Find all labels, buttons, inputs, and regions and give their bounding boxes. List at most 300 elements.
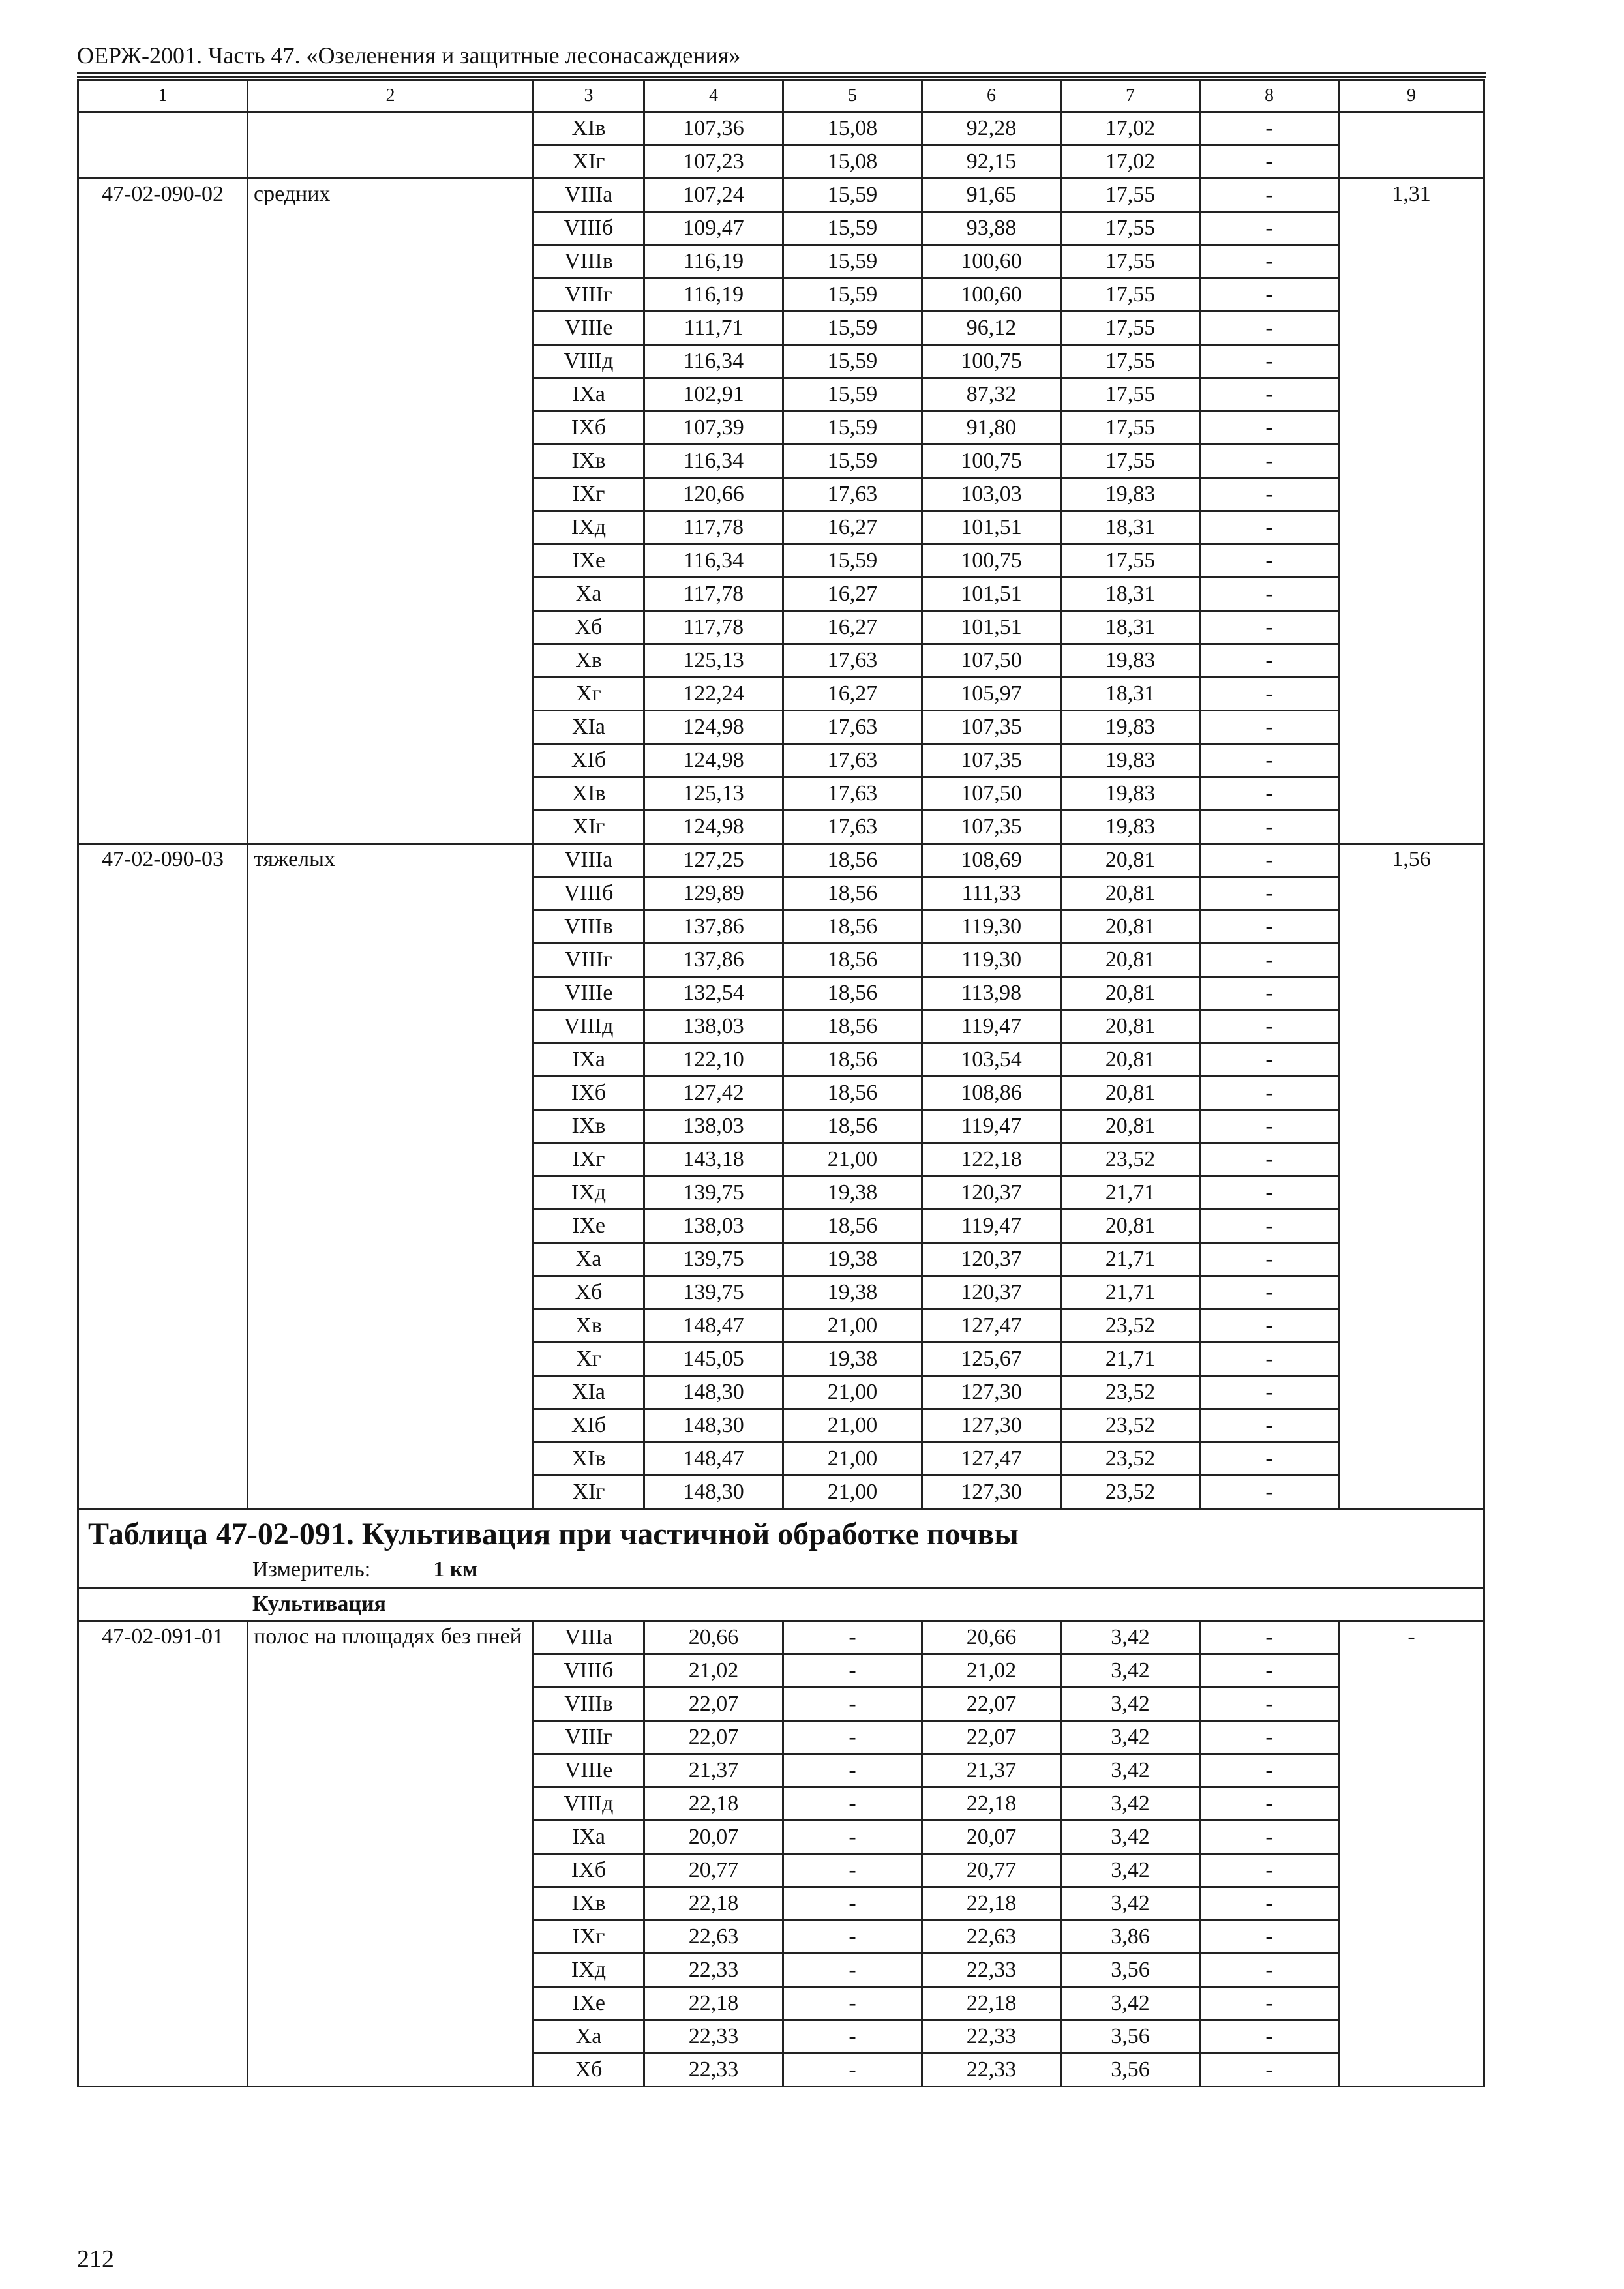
operator-wage: 21,71 — [1061, 1276, 1200, 1309]
total-cost: 139,75 — [644, 1176, 783, 1210]
labor-cost: 15,59 — [783, 445, 922, 478]
column-number: 9 — [1339, 80, 1484, 112]
materials-cost: - — [1200, 1476, 1339, 1509]
soil-group: IXд — [534, 1176, 644, 1210]
materials-cost: - — [1200, 844, 1339, 877]
work-name: полос на площадях без пней — [248, 1621, 534, 2087]
labor-cost: - — [783, 1754, 922, 1788]
operator-wage: 17,55 — [1061, 245, 1200, 278]
labor-cost: - — [783, 1954, 922, 1987]
labor-cost: 21,00 — [783, 1443, 922, 1476]
rates-table — [77, 79, 1485, 2087]
column-number: 1 — [78, 80, 248, 112]
total-cost: 127,42 — [644, 1077, 783, 1110]
labor-cost: 15,59 — [783, 345, 922, 378]
coefficient: 1,56 — [1339, 844, 1484, 1509]
operator-wage: 20,81 — [1061, 1110, 1200, 1143]
machine-cost: 92,28 — [922, 112, 1061, 145]
materials-cost: - — [1200, 112, 1339, 145]
materials-cost: - — [1200, 1921, 1339, 1954]
materials-cost: - — [1200, 678, 1339, 711]
operator-wage: 19,83 — [1061, 644, 1200, 678]
soil-group: VIIIг — [534, 944, 644, 977]
labor-cost: 17,63 — [783, 744, 922, 777]
machine-cost: 92,15 — [922, 145, 1061, 179]
total-cost: 21,37 — [644, 1754, 783, 1788]
column-number-row — [78, 80, 1484, 112]
operator-wage: 21,71 — [1061, 1343, 1200, 1376]
total-cost: 116,34 — [644, 345, 783, 378]
soil-group: IXв — [534, 1110, 644, 1143]
operator-wage: 3,56 — [1061, 2054, 1200, 2087]
operator-wage: 3,42 — [1061, 1854, 1200, 1887]
materials-cost: - — [1200, 744, 1339, 777]
operator-wage: 17,55 — [1061, 278, 1200, 312]
total-cost: 107,23 — [644, 145, 783, 179]
soil-group: Xв — [534, 644, 644, 678]
machine-cost: 120,37 — [922, 1276, 1061, 1309]
coefficient — [1339, 112, 1484, 179]
soil-group: Xб — [534, 2054, 644, 2087]
total-cost: 138,03 — [644, 1010, 783, 1043]
labor-cost: 17,63 — [783, 711, 922, 744]
machine-cost: 103,03 — [922, 478, 1061, 511]
total-cost: 117,78 — [644, 611, 783, 644]
materials-cost: - — [1200, 777, 1339, 811]
table-caption-row — [78, 1509, 1484, 1588]
total-cost: 107,39 — [644, 411, 783, 445]
materials-cost: - — [1200, 1309, 1339, 1343]
materials-cost: - — [1200, 1788, 1339, 1821]
total-cost: 125,13 — [644, 644, 783, 678]
materials-cost: - — [1200, 811, 1339, 844]
materials-cost: - — [1200, 1443, 1339, 1476]
operator-wage: 3,86 — [1061, 1921, 1200, 1954]
machine-cost: 22,63 — [922, 1921, 1061, 1954]
materials-cost: - — [1200, 1854, 1339, 1887]
work-name — [248, 112, 534, 179]
machine-cost: 100,60 — [922, 245, 1061, 278]
rates-table-body — [78, 80, 1484, 2087]
labor-cost: 19,38 — [783, 1343, 922, 1376]
total-cost: 139,75 — [644, 1243, 783, 1276]
operator-wage: 17,55 — [1061, 212, 1200, 245]
machine-cost: 127,30 — [922, 1409, 1061, 1443]
materials-cost: - — [1200, 378, 1339, 411]
soil-group: XIа — [534, 1376, 644, 1409]
soil-group: IXа — [534, 378, 644, 411]
labor-cost: - — [783, 1654, 922, 1688]
total-cost: 109,47 — [644, 212, 783, 245]
soil-group: VIIIе — [534, 1754, 644, 1788]
total-cost: 22,07 — [644, 1688, 783, 1721]
materials-cost: - — [1200, 611, 1339, 644]
labor-cost: - — [783, 1821, 922, 1854]
materials-cost: - — [1200, 1210, 1339, 1243]
machine-cost: 127,30 — [922, 1476, 1061, 1509]
machine-cost: 22,18 — [922, 1987, 1061, 2020]
soil-group: Xг — [534, 1343, 644, 1376]
rate-code: 47-02-090-02 — [78, 179, 248, 844]
labor-cost: 18,56 — [783, 1043, 922, 1077]
labor-cost: 15,59 — [783, 545, 922, 578]
labor-cost: 17,63 — [783, 811, 922, 844]
total-cost: 22,63 — [644, 1921, 783, 1954]
total-cost: 145,05 — [644, 1343, 783, 1376]
total-cost: 132,54 — [644, 977, 783, 1010]
materials-cost: - — [1200, 711, 1339, 744]
soil-group: Xа — [534, 578, 644, 611]
soil-group: IXв — [534, 445, 644, 478]
operator-wage: 23,52 — [1061, 1376, 1200, 1409]
section-row — [78, 1588, 1484, 1621]
materials-cost: - — [1200, 2020, 1339, 2054]
labor-cost: 18,56 — [783, 844, 922, 877]
soil-group: VIIIа — [534, 179, 644, 212]
operator-wage: 3,42 — [1061, 1821, 1200, 1854]
operator-wage: 3,42 — [1061, 1688, 1200, 1721]
table-row — [78, 844, 1484, 877]
total-cost: 22,18 — [644, 1987, 783, 2020]
column-number: 3 — [534, 80, 644, 112]
labor-cost: 15,59 — [783, 378, 922, 411]
operator-wage: 18,31 — [1061, 511, 1200, 545]
labor-cost: 21,00 — [783, 1376, 922, 1409]
total-cost: 122,24 — [644, 678, 783, 711]
machine-cost: 120,37 — [922, 1176, 1061, 1210]
total-cost: 102,91 — [644, 378, 783, 411]
machine-cost: 22,33 — [922, 2054, 1061, 2087]
labor-cost: 18,56 — [783, 877, 922, 910]
rate-code: 47-02-090-03 — [78, 844, 248, 1509]
labor-cost: 19,38 — [783, 1243, 922, 1276]
soil-group: XIб — [534, 744, 644, 777]
labor-cost: 15,59 — [783, 411, 922, 445]
operator-wage: 21,71 — [1061, 1243, 1200, 1276]
operator-wage: 3,56 — [1061, 1954, 1200, 1987]
labor-cost: 15,59 — [783, 312, 922, 345]
unit-value: 1 км — [433, 1557, 478, 1581]
total-cost: 22,07 — [644, 1721, 783, 1754]
labor-cost: - — [783, 1887, 922, 1921]
soil-group: VIIIг — [534, 278, 644, 312]
machine-cost: 120,37 — [922, 1243, 1061, 1276]
soil-group: IXб — [534, 1854, 644, 1887]
machine-cost: 119,30 — [922, 944, 1061, 977]
machine-cost: 127,47 — [922, 1443, 1061, 1476]
machine-cost: 96,12 — [922, 312, 1061, 345]
rate-code — [78, 112, 248, 179]
soil-group: VIIIе — [534, 312, 644, 345]
operator-wage: 3,42 — [1061, 1654, 1200, 1688]
labor-cost: 17,63 — [783, 478, 922, 511]
total-cost: 139,75 — [644, 1276, 783, 1309]
machine-cost: 100,75 — [922, 545, 1061, 578]
total-cost: 22,33 — [644, 2020, 783, 2054]
labor-cost: 18,56 — [783, 977, 922, 1010]
operator-wage: 17,55 — [1061, 345, 1200, 378]
materials-cost: - — [1200, 511, 1339, 545]
labor-cost: 21,00 — [783, 1476, 922, 1509]
soil-group: IXб — [534, 1077, 644, 1110]
machine-cost: 22,07 — [922, 1721, 1061, 1754]
operator-wage: 17,55 — [1061, 179, 1200, 212]
soil-group: IXд — [534, 511, 644, 545]
materials-cost: - — [1200, 1276, 1339, 1309]
operator-wage: 3,42 — [1061, 1987, 1200, 2020]
materials-cost: - — [1200, 578, 1339, 611]
labor-cost: - — [783, 1854, 922, 1887]
total-cost: 138,03 — [644, 1110, 783, 1143]
column-number: 6 — [922, 80, 1061, 112]
machine-cost: 22,33 — [922, 1954, 1061, 1987]
total-cost: 22,33 — [644, 1954, 783, 1987]
total-cost: 124,98 — [644, 711, 783, 744]
labor-cost: - — [783, 1987, 922, 2020]
operator-wage: 3,42 — [1061, 1887, 1200, 1921]
operator-wage: 3,42 — [1061, 1621, 1200, 1654]
materials-cost: - — [1200, 1821, 1339, 1854]
machine-cost: 107,35 — [922, 811, 1061, 844]
materials-cost: - — [1200, 910, 1339, 944]
header-rule-thin — [77, 76, 1486, 78]
labor-cost: - — [783, 2020, 922, 2054]
materials-cost: - — [1200, 644, 1339, 678]
materials-cost: - — [1200, 411, 1339, 445]
labor-cost: 15,59 — [783, 212, 922, 245]
rate-code: 47-02-091-01 — [78, 1621, 248, 2087]
materials-cost: - — [1200, 1754, 1339, 1788]
operator-wage: 23,52 — [1061, 1143, 1200, 1176]
soil-group: IXе — [534, 545, 644, 578]
materials-cost: - — [1200, 312, 1339, 345]
machine-cost: 91,80 — [922, 411, 1061, 445]
operator-wage: 20,81 — [1061, 944, 1200, 977]
materials-cost: - — [1200, 345, 1339, 378]
operator-wage: 19,83 — [1061, 811, 1200, 844]
total-cost: 20,07 — [644, 1821, 783, 1854]
coefficient: 1,31 — [1339, 179, 1484, 844]
materials-cost: - — [1200, 1176, 1339, 1210]
operator-wage: 3,42 — [1061, 1788, 1200, 1821]
operator-wage: 20,81 — [1061, 877, 1200, 910]
soil-group: XIг — [534, 1476, 644, 1509]
labor-cost: 15,08 — [783, 145, 922, 179]
operator-wage: 19,83 — [1061, 711, 1200, 744]
soil-group: IXе — [534, 1210, 644, 1243]
total-cost: 22,18 — [644, 1788, 783, 1821]
total-cost: 124,98 — [644, 811, 783, 844]
soil-group: IXг — [534, 1143, 644, 1176]
header-rule — [77, 72, 1486, 74]
total-cost: 148,47 — [644, 1443, 783, 1476]
machine-cost: 20,77 — [922, 1854, 1061, 1887]
coefficient: - — [1339, 1621, 1484, 2087]
total-cost: 129,89 — [644, 877, 783, 910]
column-number: 4 — [644, 80, 783, 112]
soil-group: XIв — [534, 777, 644, 811]
soil-group: Xв — [534, 1309, 644, 1343]
machine-cost: 127,47 — [922, 1309, 1061, 1343]
materials-cost: - — [1200, 1043, 1339, 1077]
soil-group: VIIIе — [534, 977, 644, 1010]
labor-cost: 21,00 — [783, 1143, 922, 1176]
soil-group: IXг — [534, 478, 644, 511]
total-cost: 124,98 — [644, 744, 783, 777]
materials-cost: - — [1200, 1621, 1339, 1654]
labor-cost: 21,00 — [783, 1309, 922, 1343]
machine-cost: 100,75 — [922, 345, 1061, 378]
materials-cost: - — [1200, 1243, 1339, 1276]
labor-cost: 19,38 — [783, 1176, 922, 1210]
materials-cost: - — [1200, 1887, 1339, 1921]
machine-cost: 21,02 — [922, 1654, 1061, 1688]
machine-cost: 21,37 — [922, 1754, 1061, 1788]
labor-cost: 19,38 — [783, 1276, 922, 1309]
machine-cost: 107,35 — [922, 711, 1061, 744]
column-number: 2 — [248, 80, 534, 112]
machine-cost: 100,60 — [922, 278, 1061, 312]
labor-cost: 15,59 — [783, 245, 922, 278]
machine-cost: 91,65 — [922, 179, 1061, 212]
machine-cost: 108,86 — [922, 1077, 1061, 1110]
materials-cost: - — [1200, 1688, 1339, 1721]
operator-wage: 17,55 — [1061, 545, 1200, 578]
soil-group: VIIIб — [534, 1654, 644, 1688]
machine-cost: 119,47 — [922, 1010, 1061, 1043]
total-cost: 125,13 — [644, 777, 783, 811]
operator-wage: 20,81 — [1061, 1077, 1200, 1110]
soil-group: IXг — [534, 1921, 644, 1954]
labor-cost: 17,63 — [783, 777, 922, 811]
unit-line — [252, 1553, 1483, 1587]
operator-wage: 17,55 — [1061, 445, 1200, 478]
unit-label: Измеритель: — [252, 1557, 371, 1581]
soil-group: Xб — [534, 1276, 644, 1309]
soil-group: IXв — [534, 1887, 644, 1921]
materials-cost: - — [1200, 278, 1339, 312]
materials-cost: - — [1200, 445, 1339, 478]
materials-cost: - — [1200, 478, 1339, 511]
table-caption — [78, 1509, 1484, 1588]
soil-group: VIIIа — [534, 844, 644, 877]
soil-group: VIIIв — [534, 1688, 644, 1721]
machine-cost: 107,35 — [922, 744, 1061, 777]
operator-wage: 3,42 — [1061, 1721, 1200, 1754]
total-cost: 148,30 — [644, 1376, 783, 1409]
soil-group: VIIIб — [534, 212, 644, 245]
total-cost: 127,25 — [644, 844, 783, 877]
materials-cost: - — [1200, 944, 1339, 977]
rates-table-container — [77, 79, 1483, 2087]
machine-cost: 20,07 — [922, 1821, 1061, 1854]
operator-wage: 17,55 — [1061, 411, 1200, 445]
operator-wage: 20,81 — [1061, 910, 1200, 944]
operator-wage: 18,31 — [1061, 678, 1200, 711]
total-cost: 22,33 — [644, 2054, 783, 2087]
labor-cost: 18,56 — [783, 1010, 922, 1043]
machine-cost: 22,18 — [922, 1887, 1061, 1921]
operator-wage: 23,52 — [1061, 1309, 1200, 1343]
machine-cost: 100,75 — [922, 445, 1061, 478]
column-number: 8 — [1200, 80, 1339, 112]
materials-cost: - — [1200, 1987, 1339, 2020]
labor-cost: 16,27 — [783, 611, 922, 644]
materials-cost: - — [1200, 1143, 1339, 1176]
labor-cost: 18,56 — [783, 1077, 922, 1110]
operator-wage: 20,81 — [1061, 1210, 1200, 1243]
total-cost: 107,36 — [644, 112, 783, 145]
operator-wage: 20,81 — [1061, 1043, 1200, 1077]
soil-group: Xа — [534, 1243, 644, 1276]
materials-cost: - — [1200, 1721, 1339, 1754]
column-number: 5 — [783, 80, 922, 112]
column-number: 7 — [1061, 80, 1200, 112]
machine-cost: 93,88 — [922, 212, 1061, 245]
soil-group: XIб — [534, 1409, 644, 1443]
section-title: Культивация — [78, 1588, 1484, 1621]
operator-wage: 3,56 — [1061, 2020, 1200, 2054]
operator-wage: 19,83 — [1061, 478, 1200, 511]
total-cost: 120,66 — [644, 478, 783, 511]
soil-group: VIIIд — [534, 345, 644, 378]
operator-wage: 18,31 — [1061, 611, 1200, 644]
machine-cost: 101,51 — [922, 578, 1061, 611]
table-row — [78, 112, 1484, 145]
labor-cost: 18,56 — [783, 944, 922, 977]
soil-group: Xб — [534, 611, 644, 644]
operator-wage: 17,02 — [1061, 145, 1200, 179]
labor-cost: - — [783, 1788, 922, 1821]
total-cost: 122,10 — [644, 1043, 783, 1077]
operator-wage: 18,31 — [1061, 578, 1200, 611]
operator-wage: 19,83 — [1061, 744, 1200, 777]
materials-cost: - — [1200, 212, 1339, 245]
machine-cost: 122,18 — [922, 1143, 1061, 1176]
materials-cost: - — [1200, 877, 1339, 910]
materials-cost: - — [1200, 1010, 1339, 1043]
total-cost: 116,19 — [644, 245, 783, 278]
soil-group: XIв — [534, 112, 644, 145]
total-cost: 137,86 — [644, 944, 783, 977]
total-cost: 116,19 — [644, 278, 783, 312]
materials-cost: - — [1200, 1110, 1339, 1143]
total-cost: 116,34 — [644, 545, 783, 578]
total-cost: 116,34 — [644, 445, 783, 478]
total-cost: 111,71 — [644, 312, 783, 345]
soil-group: XIг — [534, 811, 644, 844]
labor-cost: - — [783, 2054, 922, 2087]
machine-cost: 87,32 — [922, 378, 1061, 411]
machine-cost: 111,33 — [922, 877, 1061, 910]
labor-cost: 15,59 — [783, 278, 922, 312]
labor-cost: 21,00 — [783, 1409, 922, 1443]
work-name: средних — [248, 179, 534, 844]
labor-cost: 18,56 — [783, 910, 922, 944]
labor-cost: - — [783, 1688, 922, 1721]
machine-cost: 103,54 — [922, 1043, 1061, 1077]
machine-cost: 119,47 — [922, 1110, 1061, 1143]
materials-cost: - — [1200, 1376, 1339, 1409]
operator-wage: 20,81 — [1061, 844, 1200, 877]
total-cost: 137,86 — [644, 910, 783, 944]
total-cost: 20,66 — [644, 1621, 783, 1654]
total-cost: 143,18 — [644, 1143, 783, 1176]
soil-group: VIIIд — [534, 1010, 644, 1043]
machine-cost: 119,30 — [922, 910, 1061, 944]
materials-cost: - — [1200, 145, 1339, 179]
soil-group: IXд — [534, 1954, 644, 1987]
